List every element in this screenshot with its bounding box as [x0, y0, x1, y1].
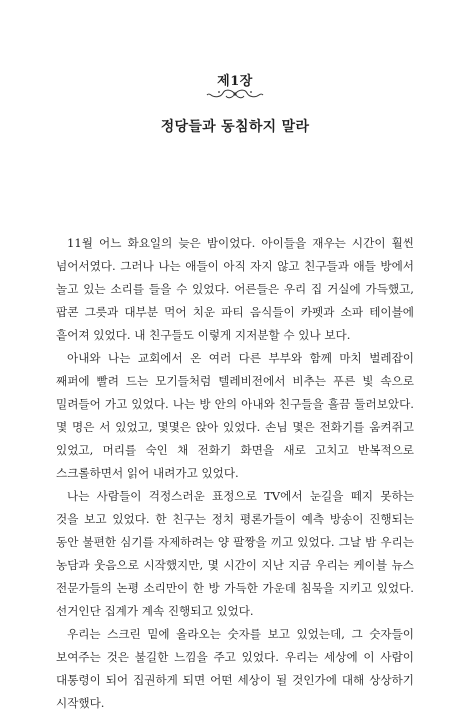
paragraph: 나는 사람들이 걱정스러운 표정으로 TV에서 눈길을 떼지 못하는 것을 보고 있었다. 한 친구는 정치 평론가들이 예측 방송이 진행되는 동안 불편한 심기를 자제하려는 양 팔짱을 끼고 있었다. 그날 밤 우리는 농담과 웃음으로 시작했지만, 몇 시간이 지난 지금 우리는 케이블 뉴스 전문가들의 논평 소리만이 한 방 가득한 가운데 침묵을 지키고 있었다. 선거인단 집계가 계속 진행되고 있었다.: [56, 489, 414, 618]
body-text: [56, 232, 414, 715]
flourish-ornament-icon: [205, 87, 265, 101]
paragraph: 우리는 스크린 밑에 올라오는 숫자를 보고 있었는데, 그 숫자들이 보여주는 것은 불길한 느낌을 주고 있었다. 우리는 세상에 이 사람이 대통령이 되어 집권하게 되면 어떤 세상이 될 것인가에 대해 상상하기 시작했다.: [56, 627, 414, 710]
paragraph: 11월 어느 화요일의 늦은 밤이었다. 아이들을 재우는 시간이 훨씬 넘어서였다. 그러나 나는 애들이 아직 자지 않고 친구들과 애들 방에서 놀고 있는 소리를 들을 수 있었다. 어른들은 우리 집 거실에 가득했고, 팝콘 그릇과 대부분 먹어 치운 파티 음식들이 카펫과 소파 테이블에 흩어져 있었다. 내 친구들도 이렇게 지저분할 수 있나 보다.: [56, 236, 414, 342]
paragraph: 아내와 나는 교회에서 온 여러 다른 부부와 함께 마치 벌레잡이 째퍼에 빨려 드는 모기들처럼 텔레비전에서 비추는 푸른 빛 속으로 밀려들어 가고 있었다. 나는 방 안의 아내와 친구들을 흘끔 둘러보았다. 몇 명은 서 있었고, 몇몇은 앉아 있었다. 손님 몇은 전화기를 움켜쥐고 있었고, 머리를 숙인 채 전화기 화면을 새로 고치고 반복적으로 스크롤하면서 읽어 내려가고 있었다.: [56, 351, 414, 480]
chapter-label: 제1장: [217, 74, 253, 89]
chapter-title: 정당들과 동침하지 말라: [160, 119, 310, 135]
